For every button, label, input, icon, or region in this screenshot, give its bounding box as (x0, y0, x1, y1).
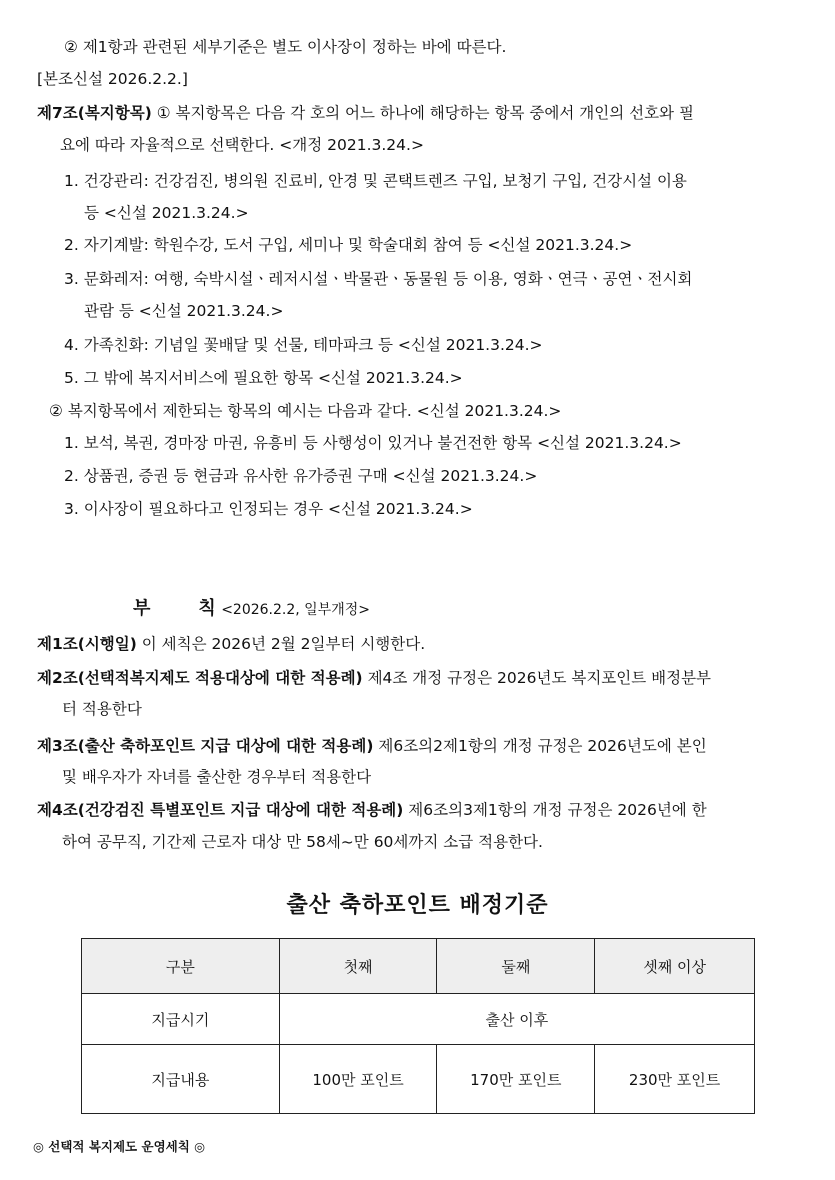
appendix-article-3-cont: 및 배우자가 자녀를 출산한 경우부터 적용한다 (62, 768, 372, 786)
article7-para2: ② 복지항목에서 제한되는 항목의 예시는 다음과 같다. <신설 2021.3.24.> (49, 402, 562, 420)
item-culture: 3. 문화레저: 여행, 숙박시설ㆍ레저시설ㆍ박물관ㆍ동물원 등 이용, 영화ㆍ연극ㆍ공연ㆍ전시회 (64, 270, 693, 288)
appendix-article-3-text: 제6조의2제1항의 개정 규정은 2026년도에 본인 (373, 737, 707, 755)
header-second: 둘째 (437, 939, 595, 994)
article6-para2: ② 제1항과 관련된 세부기준은 별도 이사장이 정하는 바에 따른다. (64, 38, 507, 56)
table-title: 출산 축하포인트 배정기준 (286, 893, 549, 918)
header-third-plus: 셋째 이상 (595, 939, 755, 994)
page-footer: ◎ 선택적 복지제도 운영세칙 ◎ (33, 1139, 206, 1154)
points-third-plus: 230만 포인트 (595, 1045, 755, 1114)
appendix-article-1 (37, 633, 425, 655)
appendix-article-4-heading: 제4조(건강검진 특별포인트 지급 대상에 대한 적용례) (37, 801, 404, 819)
appendix-article-4 (37, 799, 707, 821)
points-first: 100만 포인트 (279, 1045, 437, 1114)
appendix-article-2 (37, 667, 711, 689)
header-first: 첫째 (279, 939, 437, 994)
appendix-article-2-cont: 터 적용한다 (62, 700, 142, 718)
item-self-dev: 2. 자기계발: 학원수강, 도서 구입, 세미나 및 학술대회 참여 등 <신설 2021.3.24.> (64, 236, 633, 254)
appendix-article-4-cont: 하여 공무직, 기간제 근로자 대상 만 58세~만 60세까지 소급 적용한다. (62, 833, 543, 851)
article7-para1: ① 복지항목은 다음 각 호의 어느 하나에 해당하는 항목 중에서 개인의 선호와 필 (156, 104, 694, 122)
restricted-item-1: 1. 보석, 복권, 경마장 마권, 유흥비 등 사행성이 있거나 불건전한 항목 <신설 2021.3.24.> (64, 434, 682, 452)
header-category: 구분 (82, 939, 280, 994)
table-row (82, 1045, 755, 1114)
table-row (82, 994, 755, 1045)
item-health: 1. 건강관리: 건강검진, 병의원 진료비, 안경 및 콘택트렌즈 구입, 보청기 구입, 건강시설 이용 (64, 172, 687, 190)
appendix-article-2-text: 제4조 개정 규정은 2026년도 복지포인트 배정분부 (362, 669, 712, 687)
restricted-item-2: 2. 상품권, 증권 등 현금과 유사한 유가증권 구매 <신설 2021.3.24.> (64, 467, 538, 485)
article7-heading: 제7조(복지항목) (37, 104, 152, 122)
article7-para1-cont: 요에 따라 자율적으로 선택한다. <개정 2021.3.24.> (60, 136, 424, 154)
article-new-note: [본조신설 2026.2.2.] (37, 70, 188, 88)
row-label-content: 지급내용 (82, 1045, 280, 1114)
appendix-title (133, 594, 370, 620)
appendix-note: <2026.2.2, 일부개정> (221, 602, 370, 618)
item-health-cont: 등 <신설 2021.3.24.> (84, 204, 249, 222)
appendix-article-3-heading: 제3조(출산 축하포인트 지급 대상에 대한 적용례) (37, 737, 374, 755)
appendix-article-2-heading: 제2조(선택적복지제도 적용대상에 대한 적용례) (37, 669, 363, 687)
appendix-article-3 (37, 735, 707, 757)
article7-first-line (37, 102, 694, 124)
item-other: 5. 그 밖에 복지서비스에 필요한 항목 <신설 2021.3.24.> (64, 369, 463, 387)
appendix-title-right: 칙 (198, 598, 216, 619)
item-culture-cont: 관람 등 <신설 2021.3.24.> (84, 302, 284, 320)
appendix-article-1-text: 이 세칙은 2026년 2월 2일부터 시행한다. (136, 635, 426, 653)
appendix-title-left: 부 (133, 598, 151, 619)
appendix-article-1-heading: 제1조(시행일) (37, 635, 137, 653)
appendix-article-4-text: 제6조의3제1항의 개정 규정은 2026년에 한 (403, 801, 707, 819)
row-label-timing: 지급시기 (82, 994, 280, 1045)
timing-value: 출산 이후 (279, 994, 754, 1045)
item-family: 4. 가족친화: 기념일 꽃배달 및 선물, 테마파크 등 <신설 2021.3.24.> (64, 336, 543, 354)
table-header-row (82, 939, 755, 994)
points-second: 170만 포인트 (437, 1045, 595, 1114)
restricted-item-3: 3. 이사장이 필요하다고 인정되는 경우 <신설 2021.3.24.> (64, 500, 473, 518)
birth-points-table (81, 938, 755, 1114)
